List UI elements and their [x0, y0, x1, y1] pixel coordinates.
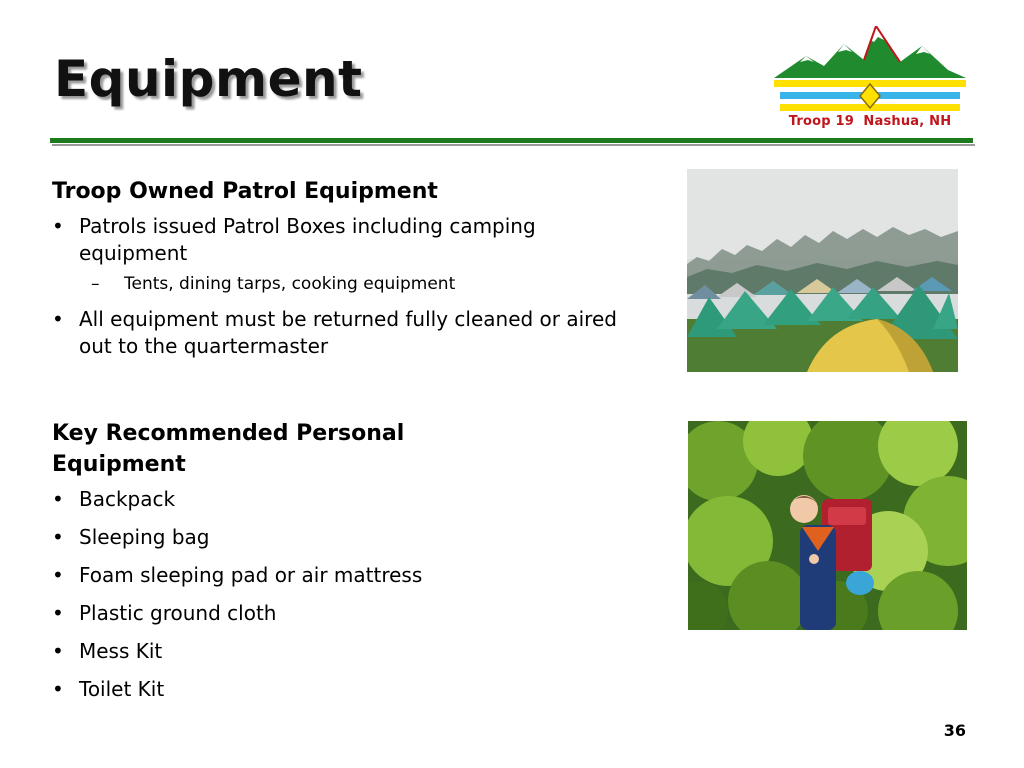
bullet-item	[52, 306, 642, 360]
bullet-icon: •	[52, 307, 64, 331]
bullet-icon: •	[52, 601, 64, 625]
bullet-item	[52, 524, 492, 551]
bullet-text: Toilet Kit	[79, 677, 165, 701]
bullet-icon: •	[52, 677, 64, 701]
bullet-text: Sleeping bag	[79, 525, 210, 549]
bullet-item	[52, 676, 492, 703]
title-underline-shadow	[52, 144, 975, 146]
bullet-item	[52, 486, 492, 513]
bullet-icon: •	[52, 563, 64, 587]
bullet-list	[52, 213, 642, 360]
scout-with-backpack-photo	[688, 421, 967, 630]
campsite-tents-photo	[687, 169, 958, 372]
bullet-text: Foam sleeping pad or air mattress	[79, 563, 423, 587]
bullet-text: Backpack	[79, 487, 176, 511]
bullet-icon: •	[52, 525, 64, 549]
sub-bullet-item	[87, 273, 642, 295]
bullet-icon: •	[52, 639, 64, 663]
bullet-text: All equipment must be returned fully cleaned or aired out to the quartermaster	[79, 307, 617, 358]
section-heading: Troop Owned Patrol Equipment	[52, 179, 438, 204]
page-number: 36	[943, 721, 966, 740]
slide-title: Equipment	[54, 50, 363, 108]
sub-bullet-text: Tents, dining tarps, cooking equipment	[124, 274, 456, 294]
title-underline	[50, 138, 973, 143]
sub-bullet-list	[79, 273, 642, 295]
dash-icon: –	[91, 274, 100, 294]
bullet-icon: •	[52, 487, 64, 511]
bullet-icon: •	[52, 214, 64, 238]
bullet-item	[52, 562, 492, 589]
bullet-item	[52, 213, 642, 295]
bullet-list	[52, 486, 492, 703]
bullet-item	[52, 600, 492, 627]
bullet-item	[52, 638, 492, 665]
section-patrol-equipment	[52, 176, 642, 371]
bullet-text: Mess Kit	[79, 639, 163, 663]
troop-logo-text: Troop 19 Nashua, NH	[788, 114, 952, 129]
bullet-text: Plastic ground cloth	[79, 601, 277, 625]
section-personal-equipment	[52, 418, 492, 714]
bullet-text: Patrols issued Patrol Boxes including camping equipment	[79, 214, 536, 265]
section-heading: Key Recommended Personal Equipment	[52, 421, 405, 477]
